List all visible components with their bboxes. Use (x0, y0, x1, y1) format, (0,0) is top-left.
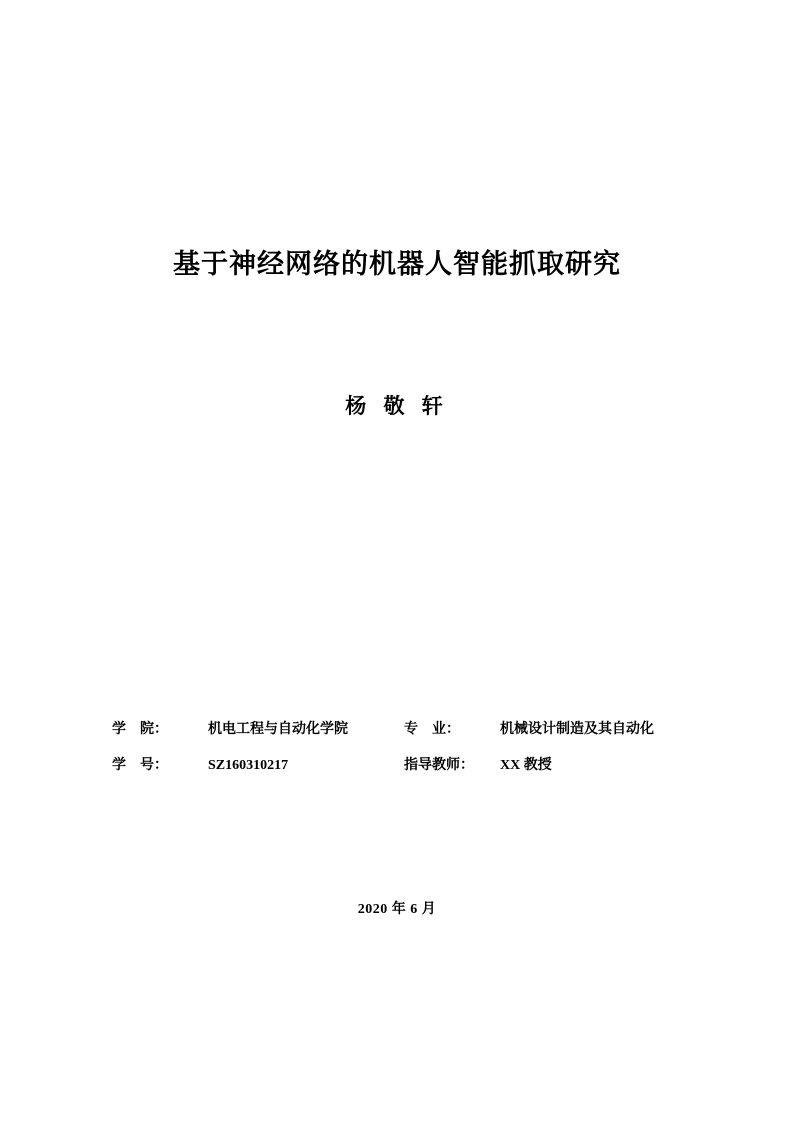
college-value: 机电工程与自动化学院 (208, 722, 348, 737)
author-name: 杨 敬 轩 (345, 394, 449, 418)
metadata-row (112, 718, 712, 754)
major-value: 机械设计制造及其自动化 (500, 722, 654, 737)
date-text: 2020 年 6 月 (357, 902, 437, 917)
major-label: 专 业： (404, 722, 460, 737)
college-label: 学 院： (112, 722, 168, 737)
metadata-block (112, 718, 712, 790)
page-title: 基于神经网络的机器人智能抓取研究 (173, 249, 621, 279)
advisor-label: 指导教师： (404, 758, 474, 773)
student-id-value: SZ160310217 (208, 758, 289, 773)
metadata-row (112, 754, 712, 790)
student-id-label: 学 号： (112, 758, 168, 773)
advisor-value: XX 教授 (500, 758, 552, 773)
